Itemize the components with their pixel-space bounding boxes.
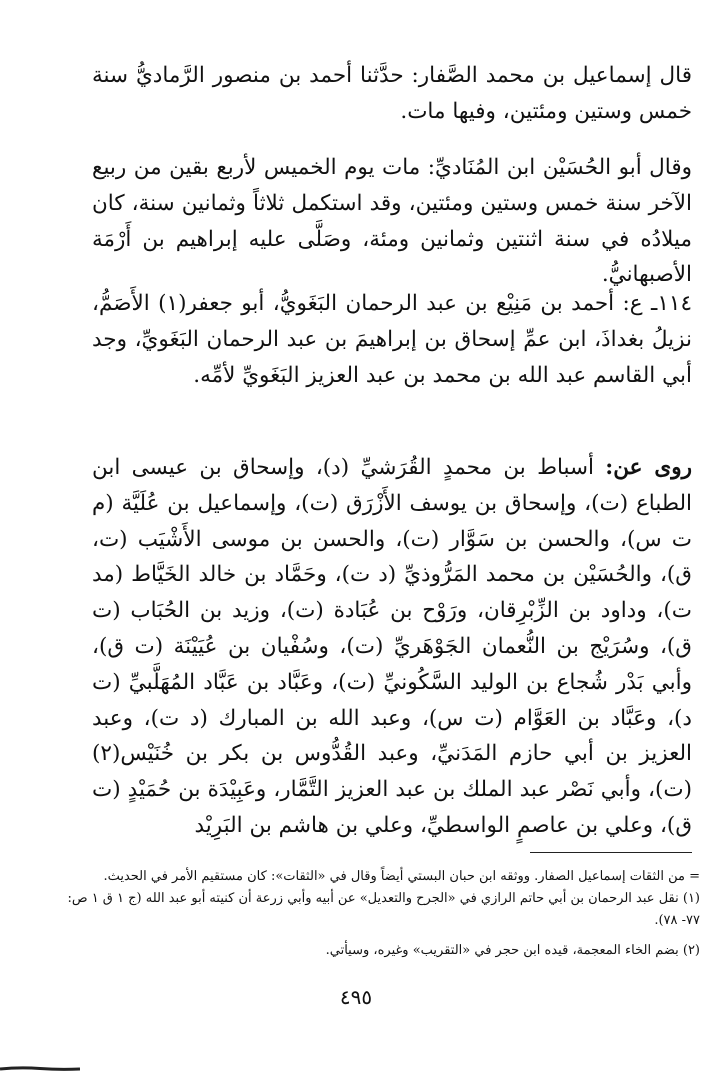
paragraph-text: ١١٤ـ ع: أحمد بن مَنِيْع بن عبد الرحمان البَغَويُّ، أبو جعفر(١) الأَصَمُّ، نزيلُ بغداذَ، ابن عمِّ إسحاق بن إبراهيمَ بن عبد الرحمان البَغَويِّ، وجد أبي القاسم عبد الله بن محمد بن عبد العزيز البَغَويِّ لأمِّه. <box>92 291 692 388</box>
paragraph-saffar-quote <box>92 58 692 130</box>
section-heading: روى عن: <box>605 455 692 480</box>
paragraph-text: وقال أبو الحُسَيْن ابن المُنَاديِّ: مات يوم الخميس لأربع بقين من ربيع الآخر سنة خمس وستين ومئتين، وقد استكمل ثلاثاً وثمانين سنة، كان ميلادُه في سنة اثنتين وثمانين ومئة، وصَلَّى عليه إبراهيم بن أَرْمَة الأصبهانيُّ. <box>92 155 692 288</box>
footnotes <box>60 866 700 962</box>
paragraph-munadi-quote <box>92 150 692 293</box>
binding-edge-mark <box>0 1066 80 1072</box>
footnote-2: (٢) بضم الخاء المعجمة، قيده ابن حجر في «التقريب» وغيره، وسيأتي. <box>325 943 700 958</box>
paragraph-text: قال إسماعيل بن محمد الصَّفار: حدَّثنا أحمد بن منصور الرَّماديُّ سنة خمس وستين ومئتين، وفيها مات. <box>92 63 692 124</box>
paragraph-text: أسباط بن محمدٍ القُرَشيِّ (د)، وإسحاق بن عيسى ابن الطباع (ت)، وإسحاق بن يوسف الأَزْرَق (ت)، وإسماعيل بن عُلَيَّة (م ت س)، والحسن بن سَوَّار (ت)، والحسن بن موسى الأَشْيَب (ت، ق)، والحُسَيْن بن محمد المَرُّوذيِّ (د ت)، وحَمَّاد بن خالد الخَيَّاط (مد ت)، وداود بن الزِّبْرِقان، ورَوْح بن عُبَادة (ت)، وزيد بن الحُبَاب (ت ق)، وسُرَيْج بن النُّعمان الجَوْهَريِّ (ت)، وسُفْيان بن عُيَيْنَة (ت ق)، وأبي بَدْر شُجاع بن الوليد السَّكُونيِّ (ت)، وعَبَّاد بن عَبَّاد المُهَلَّبيِّ (ت د)، وعَبَّاد بن العَوَّام (ت س)، وعبد الله بن المبارك (د ت)، وعبد العزيز بن أبي حازم المَدَنيِّ، وعبد القُدُّوس بن بكر بن خُنَيْس(٢) (ت)، وأبي نَصْر عبد الملك بن عبد العزيز التَّمَّار، وعَبِيْدَة بن حُمَيْدٍ (ت ق)، وعلي بن عاصمٍ الواسطيِّ، وعلي بن هاشم بن البَرِيْد <box>92 455 692 838</box>
page-number: ٤٩٥ <box>339 985 373 1009</box>
paragraph-body <box>92 450 692 844</box>
narrated-from-paragraph <box>92 450 692 844</box>
biography-entry-114 <box>92 286 692 393</box>
footnote-1: (١) نقل عبد الرحمان بن أبي حاتم الرازي في «الجرح والتعديل» عن أبيه وأبي زرعة أن كنيته أبو عبد الله (ج ١ ق ١ ص: ٧٧- ٧٨). <box>67 891 700 928</box>
footnote-continuation: = من الثقات إسماعيل الصفار. ووثقه ابن حبان البستي أيضاً وقال في «الثقات»: كان مستقيم الأمر في الحديث. <box>103 869 700 884</box>
footnote-separator <box>530 852 692 853</box>
